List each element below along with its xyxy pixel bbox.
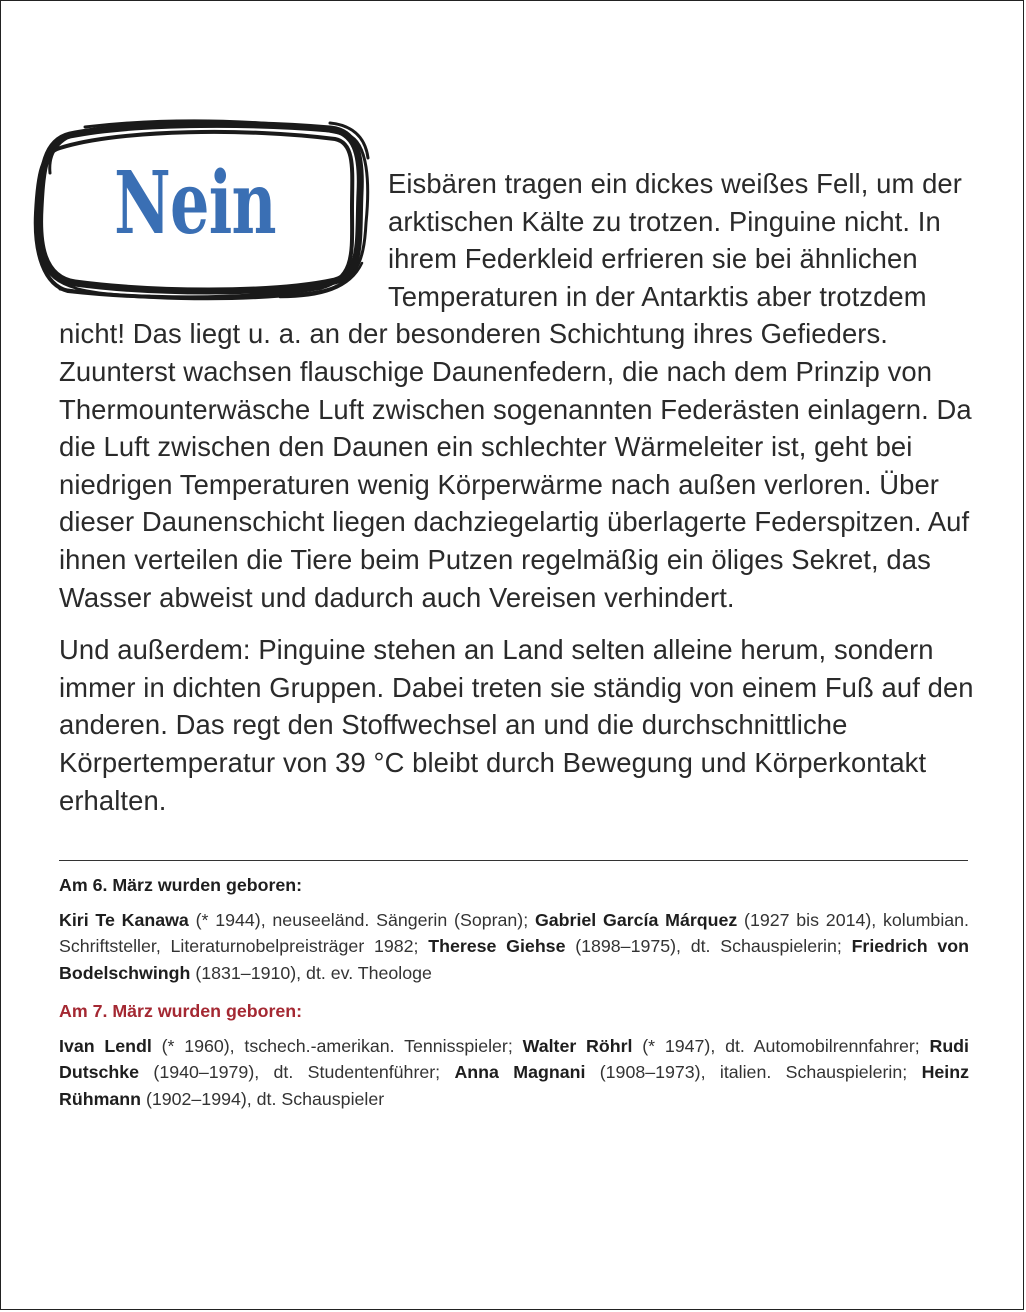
article-body — [59, 165, 977, 819]
person-detail: (1940–1979), dt. Studentenführer; — [139, 1062, 455, 1082]
person-detail: (* 1947), dt. Automobilrennfahrer; — [632, 1035, 930, 1056]
person-name: Heinz Rühmann — [59, 1062, 969, 1109]
person-detail: (1898–1975), dt. Schauspielerin; — [565, 936, 852, 956]
badge-spacer — [59, 165, 388, 315]
article-paragraph: Und außerdem: Pinguine stehen an Land selten alleine herum, sondern immer in dichten Gruppen. Dabei treten sie ständig von einem Fuß auf den anderen. Das regt den Stoffwechsel an und die durchschnittliche Körpertemperatur von 39 °C bleibt durch Bewegung und Körperkontakt erhalten. — [59, 634, 974, 816]
person-name: Ivan Lendl — [59, 1035, 152, 1056]
article-paragraph: Eisbären tragen ein dickes weißes Fell, um der arktischen Kälte zu trotzen. Pinguine nicht. In ihrem Federkleid erfrieren sie bei ähnlichen Temperaturen in der Antarktis aber trotzdem nicht! Das liegt u. a. an der besonderen Schichtung ihres Gefieders. Zuunterst wachsen flauschige Daunenfedern, die nach dem Prinzip von Thermounterwäsche Luft zwischen sogenannten Federästen einlagern. Da die Luft zwischen den Daunen ein schlechter Wärmeleiter ist, geht bei niedrigen Temperaturen wenig Körperwärme nach außen verloren. Über dieser Daunenschicht liegen dachziegelartig überlagerte Federspitzen. Auf ihnen verteilen die Tiere beim Putzen regelmäßig ein öliges Sekret, das Wasser abweist und dadurch auch Vereisen verhindert. — [59, 168, 972, 613]
births-section-march-6 — [59, 872, 969, 986]
births-section-march-7 — [59, 998, 969, 1112]
person-name: Gabriel García Márquez — [534, 909, 738, 930]
births-list — [59, 907, 969, 987]
person-detail: (* 1944), neuseeländ. Sängerin (Sopran); — [188, 909, 535, 930]
person-detail: (1831–1910), dt. ev. Theologe — [190, 962, 432, 983]
person-name: Therese Giehse — [428, 936, 566, 956]
person-detail: (1927 bis 2014), kolumbian. Schriftsteller, Literaturnobelpreisträger 1982; — [59, 909, 969, 956]
person-detail: (1902–1994), dt. Schauspieler — [141, 1088, 385, 1109]
births-heading: Am 7. März wurden geboren: — [59, 1001, 303, 1021]
person-name: Friedrich von Bodelschwingh — [59, 936, 969, 983]
person-name: Rudi Dutschke — [59, 1035, 969, 1082]
person-name: Kiri Te Kanawa — [59, 909, 189, 930]
person-name: Anna Magnani — [454, 1062, 586, 1082]
answer-word: Nein — [114, 152, 276, 254]
person-detail: (* 1960), tschech.-amerikan. Tennisspieler; — [151, 1035, 523, 1056]
births-list — [59, 1033, 969, 1113]
section-divider — [59, 860, 968, 861]
births-heading: Am 6. März wurden geboren: — [59, 875, 303, 895]
person-detail: (1908–1973), italien. Schauspielerin; — [585, 1062, 922, 1082]
person-name: Walter Röhrl — [522, 1035, 633, 1056]
